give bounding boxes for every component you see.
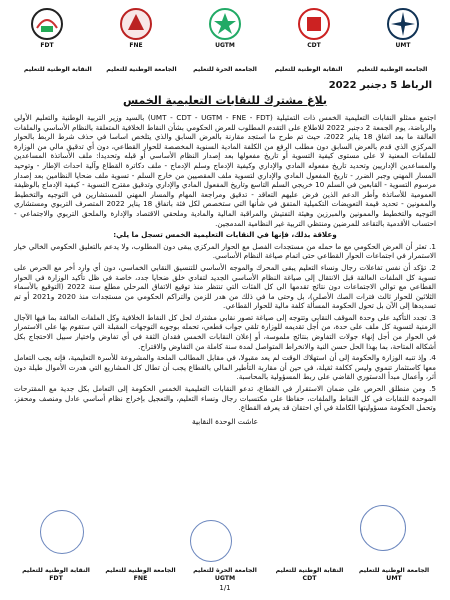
- stamp-icon: [190, 520, 232, 562]
- logo-caption: FNE: [129, 42, 143, 49]
- org-abbr: FNE: [133, 575, 148, 582]
- org-name: النقابة الوطنية للتعليم: [22, 567, 90, 574]
- logo-caption: CDT: [307, 42, 321, 49]
- logo-caption: UGTM: [215, 42, 235, 49]
- cdt-emblem-icon: [296, 6, 332, 42]
- page-number: 1/1: [219, 584, 231, 592]
- logo-caption: UMT: [395, 42, 411, 49]
- stamp-icon: [360, 505, 406, 551]
- org-fne: [100, 66, 184, 74]
- fne-emblem-icon: [118, 6, 154, 42]
- document-body: [14, 113, 436, 426]
- org-name: الجامعة الحرة للتعليم: [193, 66, 257, 73]
- logo-caption: FDT: [40, 42, 54, 49]
- ugtm-emblem-icon: [207, 6, 243, 42]
- paragraph: 3. تجدد التأكيد على وحدة الموقف النقابي وتتوجه إلى صياغة تصور نقابي مشترك لحل كل النقاط الخلافية وكل الملفات العالقة بما فيها الآجال الزمنية لتسوية كل ملف على حدة، من أجل تقديمه للوزارة تلقي جواب قطعي، تحمله بوجوبه التوجهات المقبلة التي ستقوم بها على الاستمرار في الحوار من أجل إنهاء جولات التفاوض بنتائج ملموسة، أو إعلان النقابات الخمس فقدان الثقة في أي تفاوض واختيار سبيل الاحتجاج بكل أشكاله المتاحة، بما بهذا الحل حسن النية والانخراط المتواصل لمدة سنة كاملة من التفاوض والاقتراح.: [14, 312, 436, 351]
- org-name: النقابة الوطنية للتعليم: [274, 66, 343, 73]
- org-name: الجامعة الوطنية للتعليم: [357, 66, 428, 73]
- fdt-emblem-icon: [29, 6, 65, 42]
- org-umt: [350, 66, 434, 74]
- paragraph: 2. تؤكد أن نفس تفاعلات رجال ونساء التعليم يبقى المحرك والموجه الأساسي للتنسيق النقابي الخماسي، دون أي وارد أخر مع الحرص على تسوية كل الملفات العالقة قبل الانتقال إلى صياغة النظام الأساسي الجديد لتفادي خلق ضحايا جدد، خاصة في ظل تأكيد الوزارة في الحوار القطاعي مع توالي الاجتماعات دون نتائج تقدمها الى كل الفئات التي تنتظر منذ توقيع الاتفاق المرحلي مطلع سنة 2022 (التوقيع بالأسماء الثلاثين للحوار ثالث فترات الصك الأصلي)، بل وحتى ما في ذلك من هدر للزمن والتراكم الحكومي من مستجدات منذ 2020 و2021 أو تم تسديدها إلى الآن بل تحول الحكومة المسألة كلفة مالية للحوار القطاعي.: [14, 262, 436, 311]
- paragraph: وعلاقة بذلك، فإنها في النقابات التعليمية الخمس تسجل ما يلي:: [113, 230, 337, 240]
- org-fdt: [16, 66, 100, 74]
- logo-ugtm: [196, 6, 254, 50]
- org-name: الجامعة الحرة للتعليم: [193, 567, 257, 574]
- org-abbr: CDT: [302, 575, 317, 582]
- signoff: عاشت الوحدة النقابية: [191, 416, 259, 426]
- footer-org-umt: [352, 567, 436, 583]
- paragraph: 4. وإذ تنبه الوزارة والحكومة إلى أن استهلاك الوقت لم يعد مقبولا، في مقابل المطالب الملحة والمشروعة للأسرة التعليمية، فإنه يجب التعامل معها كاستثمار تنموي وليس ككلفة ثقيلة، في حين أن مقاربة التأطير المالي بالقطاع يجب أن تطال كل المشاريع التي هدرت الأموال طيلة دون أثر، وأعمال مبدأ الدستوري القاضي على ربط المسؤولية بالمحاسبة.: [14, 353, 436, 382]
- logo-cdt: [285, 6, 343, 50]
- document-date: الرباط 5 دجنبر 2022: [328, 80, 432, 91]
- org-name: الجامعة الوطنية للتعليم: [105, 567, 176, 574]
- paragraph: اجتمع ممثلو النقابات التعليمية الخمس ذات التمثيلية (UMT - CDT - UGTM - FNE - FDT) بالسيد وزير التربية الوطنية والتعليم الأولي والرياضة، يوم الجمعة 2 دجنبر 2022 للاطلاع على التقدم المطلوب للعرض الحكومي بشأن النقاط الخلافية المتعلقة بالنظام الأساسي والملفات العالقة ما بعد اتفاق 18 يناير 2022، حيث تم طرح ما استجد مقارنة بالعرض السابق والذي يتلخص اساسا في حذف شرط الربط بالحوار المركزي الذي قدم بالعرض السابق دون مطلب الرفع من الكلفة المادية السنوية المخصصة للحوار القطاعي، دون أي تدقيق مالي من الوزارة للملفات المعنية لا على مستوى كيفية التسوية أو تاريخ مفعولها بعد إصدار النظام الأساسي أو قبله وتحديدا: ملف الأساتذة المساعدين والمساعدين الإداريين وتحديد تاريخ مفعوله المادي والإداري وكيفية الإدماج وسلم الإدماج - ملف دكاترة القطاع وآلية احداث الإطار - وتوحيد المسار المهني وجبر الضرر - تاريخ المفعول المادي والإداري لتسوية ملف المقصيين من خارج السلم - تسوية ملف ضحايا النظامين بعد إصدار مرسوم التسوية - القابعين في السلم 10 خريجي السلم التاسع وتاريخ المفعول المادي والإداري وتدقيق مقترح التسوية - كيفية الإدماج بالوظيفة العمومية للأساتذة وأطر الدعم الذين فرض عليهم التعاقد - تدقيق ومراجعة المهام والمسار المهني للمستشارين في التوجيه والتخطيط والممونين - تحديد قيمة التعويضات التكميلية المتفق في شأنها التي ستخصص لكل فئة باتفاق 18 يناير 2022 المتصرف التربوي ومستشاري التوجيه والتخطيط والممونين والمبرزين وهيئة التفتيش والمراقبة المالية والمادية وملحقي الاقتصاد والإدارة والملحق التربوي والاجتماعي - احتساب الأقدمية بالتقاعد للمرضين ومنتظي التربية غير النظامية المدمجين.: [14, 113, 436, 228]
- footer-org-fne: [99, 567, 183, 583]
- footer-orgs: [14, 567, 436, 583]
- footer-org-ugtm: [183, 567, 267, 583]
- org-name: الجامعة الوطنية للتعليم: [106, 66, 177, 73]
- umt-emblem-icon: [385, 6, 421, 42]
- logo-fdt: [18, 6, 76, 50]
- org-abbr: UMT: [386, 575, 402, 582]
- org-name: النقابة الوطنية للتعليم: [23, 66, 92, 73]
- org-abbr: FDT: [49, 575, 63, 582]
- org-name: الجامعة الوطنية للتعليم: [358, 567, 430, 574]
- paragraph: 5. ومن منطلق الحرص على ضمان الاستقرار في القطاع، تدعو النقابات التعليمية الخمس الحكومة إلى التعامل بكل جدية مع المقترحات الموحدة للنقابات في كل النقاط والملفات، حفاظا على مكتسبات رجال ونساء التعليم، والتعجيل بإخراج نظام أساسي عادل ومنصف ومحفز، وتحمل الحكومة مسؤوليتها الكاملة في أي احتقان قد يعرفه القطاع.: [14, 384, 436, 413]
- header-logos: [14, 6, 436, 64]
- org-cdt: [267, 66, 351, 74]
- org-abbr: UGTM: [214, 575, 236, 582]
- paragraph: 1. تعثر أن العرض الحكومي مع ما حمله من مستجدات الفصل مع الحوار المركزي يبقى دون المطلوب، ولا يدعم بالتعليق الحكومي الخالي خيار الاستمرار في اجتماعات الحوار القطاعي حتى اتمام صياغة النظام الأساسي.: [14, 241, 436, 261]
- footer-org-cdt: [268, 567, 352, 583]
- header-org-names: [14, 66, 436, 74]
- footer: [14, 567, 436, 592]
- stamp-icon: [40, 510, 84, 554]
- logo-fne: [107, 6, 165, 50]
- document-title: [14, 94, 436, 107]
- logo-umt: [374, 6, 432, 50]
- footer-org-fdt: [14, 567, 98, 583]
- title-text: بلاغ مشترك للنقابات التعليمية الخمس: [122, 94, 328, 107]
- org-ugtm: [183, 66, 267, 74]
- org-name: النقابة الوطنية للتعليم: [275, 567, 344, 574]
